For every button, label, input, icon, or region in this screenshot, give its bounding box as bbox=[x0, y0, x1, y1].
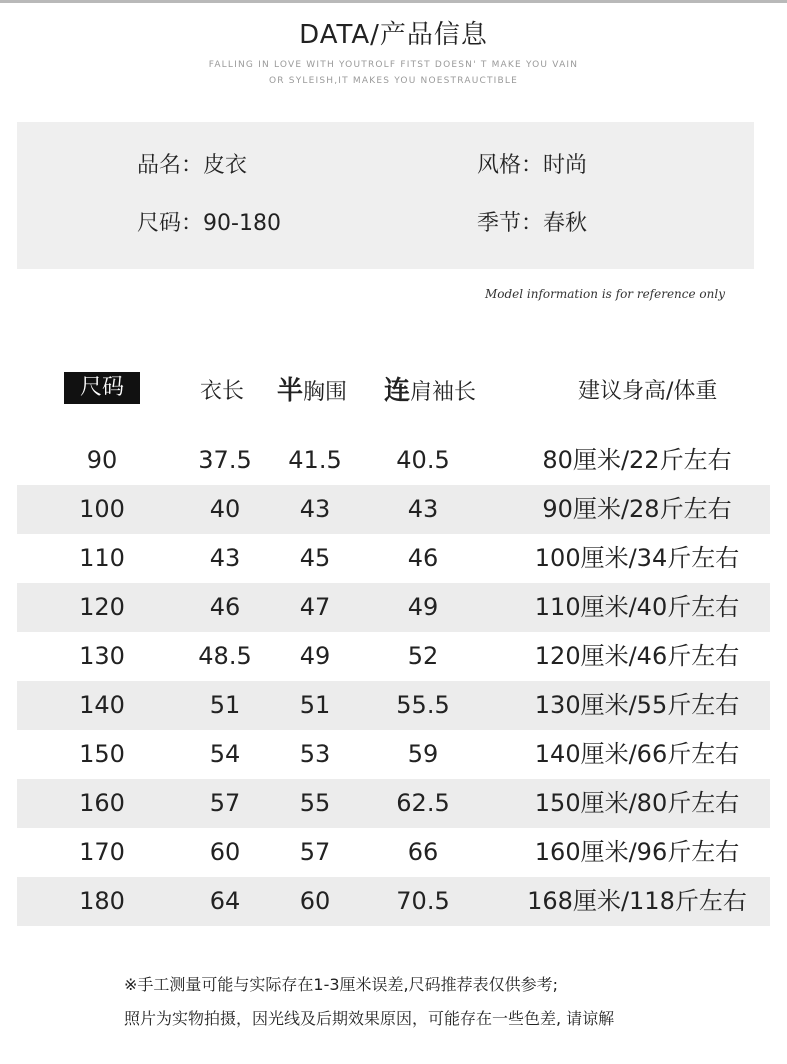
cell-recommend: 90厘米/28斤左右 bbox=[542, 495, 732, 523]
table-row bbox=[17, 485, 770, 534]
cell-sleeve: 52 bbox=[407, 642, 439, 670]
header-sleeve-label: 肩袖长 bbox=[410, 380, 477, 405]
top-divider bbox=[0, 0, 787, 3]
footer-note-1: ※手工测量可能与实际存在1-3厘米误差,尺码推荐表仅供参考; bbox=[124, 975, 559, 994]
cell-sleeve: 40.5 bbox=[396, 446, 450, 474]
product-info-panel bbox=[17, 122, 754, 269]
cell-recommend: 120厘米/46斤左右 bbox=[534, 642, 740, 670]
subtitle-line-2: OR SYLEISH,IT MAKES YOU NOESTRAUCTIBLE bbox=[269, 76, 518, 86]
info-style-value: 时尚 bbox=[543, 153, 588, 178]
cell-length: 51 bbox=[209, 691, 241, 719]
table-row bbox=[17, 828, 770, 877]
cell-sleeve: 46 bbox=[407, 544, 439, 572]
cell-recommend: 160厘米/96斤左右 bbox=[534, 838, 740, 866]
cell-size: 110 bbox=[79, 544, 125, 572]
cell-size: 180 bbox=[79, 887, 125, 915]
header-length: 衣长 bbox=[200, 379, 245, 404]
cell-chest: 43 bbox=[299, 495, 331, 523]
cell-recommend: 110厘米/40斤左右 bbox=[534, 593, 740, 621]
header-sleeve bbox=[384, 370, 476, 407]
header-chest bbox=[277, 370, 347, 407]
cell-chest: 60 bbox=[299, 887, 331, 915]
table-row bbox=[17, 632, 770, 681]
cell-recommend: 80厘米/22斤左右 bbox=[542, 446, 732, 474]
footer-note-2: 照片为实物拍摄，因光线及后期效果原因，可能存在一些色差, 请谅解 bbox=[124, 1009, 615, 1028]
cell-length: 48.5 bbox=[198, 642, 252, 670]
cell-chest: 55 bbox=[299, 789, 331, 817]
cell-sleeve: 70.5 bbox=[396, 887, 450, 915]
cell-length: 43 bbox=[209, 544, 241, 572]
cell-chest: 41.5 bbox=[288, 446, 342, 474]
cell-chest: 49 bbox=[299, 642, 331, 670]
info-style bbox=[477, 148, 587, 179]
cell-recommend: 168厘米/118斤左右 bbox=[527, 887, 747, 915]
cell-length: 64 bbox=[209, 887, 241, 915]
info-season-value: 春秋 bbox=[543, 211, 588, 236]
header-sleeve-prefix: 连 bbox=[384, 376, 411, 406]
cell-chest: 57 bbox=[299, 838, 331, 866]
cell-chest: 45 bbox=[299, 544, 331, 572]
cell-sleeve: 49 bbox=[407, 593, 439, 621]
reference-note: Model information is for reference only bbox=[484, 287, 725, 301]
cell-size: 170 bbox=[79, 838, 125, 866]
cell-chest: 53 bbox=[299, 740, 331, 768]
cell-sleeve: 66 bbox=[407, 838, 439, 866]
cell-size: 140 bbox=[79, 691, 125, 719]
header-recommend: 建议身高/体重 bbox=[578, 379, 718, 404]
table-row bbox=[17, 436, 770, 485]
table-row bbox=[17, 730, 770, 779]
cell-size: 120 bbox=[79, 593, 125, 621]
info-size-value: 90-180 bbox=[203, 211, 281, 236]
cell-size: 90 bbox=[86, 446, 118, 474]
table-row bbox=[17, 779, 770, 828]
cell-length: 60 bbox=[209, 838, 241, 866]
info-season bbox=[477, 206, 587, 237]
cell-chest: 47 bbox=[299, 593, 331, 621]
cell-recommend: 100厘米/34斤左右 bbox=[534, 544, 740, 572]
size-table bbox=[17, 436, 770, 926]
cell-recommend: 140厘米/66斤左右 bbox=[534, 740, 740, 768]
header-chest-label: 胸围 bbox=[303, 380, 348, 405]
cell-length: 54 bbox=[209, 740, 241, 768]
cell-sleeve: 62.5 bbox=[396, 789, 450, 817]
cell-recommend: 130厘米/55斤左右 bbox=[534, 691, 740, 719]
table-row bbox=[17, 534, 770, 583]
cell-length: 57 bbox=[209, 789, 241, 817]
cell-size: 130 bbox=[79, 642, 125, 670]
cell-sleeve: 55.5 bbox=[396, 691, 450, 719]
info-name-value: 皮衣 bbox=[203, 153, 248, 178]
cell-sleeve: 43 bbox=[407, 495, 439, 523]
info-size-label: 尺码： bbox=[137, 211, 204, 236]
table-row bbox=[17, 877, 770, 926]
info-name-label: 品名： bbox=[137, 153, 204, 178]
cell-length: 46 bbox=[209, 593, 241, 621]
page-title: DATA/产品信息 bbox=[299, 20, 488, 50]
header-size: 尺码 bbox=[64, 372, 140, 404]
subtitle-line-1: FALLING IN LOVE WITH YOUTROLF FITST DOESN' T MAKE YOU VAIN bbox=[208, 60, 579, 70]
cell-length: 37.5 bbox=[198, 446, 252, 474]
cell-size: 150 bbox=[79, 740, 125, 768]
table-row bbox=[17, 583, 770, 632]
table-row bbox=[17, 681, 770, 730]
cell-length: 40 bbox=[209, 495, 241, 523]
info-name bbox=[137, 148, 247, 179]
info-style-label: 风格： bbox=[477, 153, 544, 178]
cell-sleeve: 59 bbox=[407, 740, 439, 768]
header-chest-prefix: 半 bbox=[277, 376, 304, 406]
cell-size: 100 bbox=[79, 495, 125, 523]
cell-size: 160 bbox=[79, 789, 125, 817]
info-size bbox=[137, 206, 281, 237]
cell-recommend: 150厘米/80斤左右 bbox=[534, 789, 740, 817]
info-season-label: 季节： bbox=[477, 211, 544, 236]
cell-chest: 51 bbox=[299, 691, 331, 719]
